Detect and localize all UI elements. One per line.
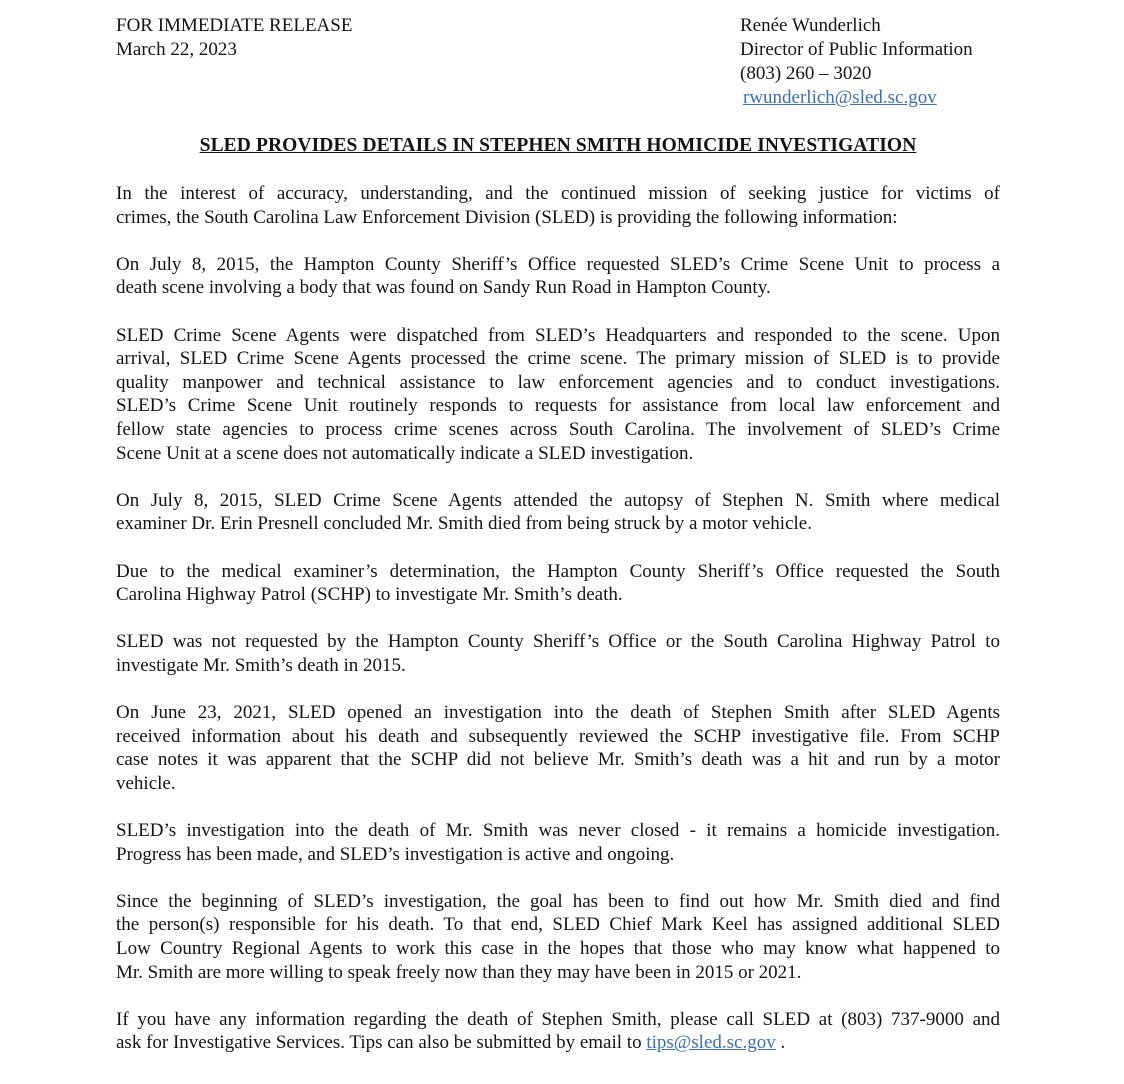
paragraph-line: In the interest of accuracy, understanding, and the continued mission of seeking justice for victims of	[116, 183, 1000, 204]
release-label: FOR IMMEDIATE RELEASE	[116, 15, 353, 36]
paragraph-line: death scene involving a body that was found on Sandy Run Road in Hampton County.	[116, 277, 771, 299]
contact-title: Director of Public Information	[740, 39, 973, 60]
release-body	[116, 182, 1000, 1055]
paragraph	[116, 819, 1000, 866]
paragraph-line: SLED’s Crime Scene Unit routinely responds to requests for assistance from local law enforcement and	[116, 395, 1000, 417]
headline: SLED PROVIDES DETAILS IN STEPHEN SMITH HOMICIDE INVESTIGATION	[199, 135, 917, 156]
closing-paragraph	[116, 1008, 1000, 1055]
paragraph	[116, 630, 1000, 677]
paragraph-line: Due to the medical examiner’s determination, the Hampton County Sheriff’s Office requested the South	[116, 560, 1000, 582]
paragraph-line: Low Country Regional Agents to work this case in the hopes that those who may know what happened to	[116, 938, 1000, 959]
contact-block	[740, 14, 973, 110]
paragraph-line: fellow state agencies to process crime scenes across South Carolina. The involvement of SLED’s Crime	[116, 418, 1000, 440]
paragraph	[116, 890, 1000, 984]
paragraph	[116, 560, 1000, 607]
closing-text: ask for Investigative Services. Tips can also be submitted by email to	[116, 1032, 647, 1054]
paragraph-line: On July 8, 2015, the Hampton County Sheriff’s Office requested SLED’s Crime Scene Unit to process a	[116, 253, 1000, 275]
contact-name: Renée Wunderlich	[740, 15, 881, 36]
paragraph-line: vehicle.	[116, 772, 176, 794]
contact-email-line	[740, 86, 973, 110]
tips-email-link[interactable]: tips@sled.sc.gov	[646, 1032, 776, 1054]
paragraph-line: On July 8, 2015, SLED Crime Scene Agents attended the autopsy of Stephen N. Smith where medical	[116, 489, 1000, 511]
paragraph-line: investigate Mr. Smith’s death in 2015.	[116, 654, 406, 676]
contact-email-link[interactable]: rwunderlich@sled.sc.gov	[743, 87, 937, 108]
paragraph	[116, 253, 1000, 300]
contact-phone: (803) 260 – 3020	[740, 63, 872, 84]
release-header	[116, 12, 1000, 112]
paragraph-line: If you have any information regarding the death of Stephen Smith, please call SLED at (803) 737-9000 and	[116, 1008, 1000, 1030]
paragraph-line: Since the beginning of SLED’s investigation, the goal has been to find out how Mr. Smith died and find	[116, 890, 1000, 912]
paragraph-line: the person(s) responsible for his death. To that end, SLED Chief Mark Keel has assigned additional SLED	[116, 914, 1000, 936]
press-release-page	[116, 12, 1000, 1079]
paragraph-line: quality manpower and technical assistance to law enforcement agencies and to conduct investigations.	[116, 371, 1000, 393]
release-info	[116, 14, 352, 62]
paragraph	[116, 324, 1000, 466]
paragraph-line: SLED Crime Scene Agents were dispatched from SLED’s Headquarters and responded to the scene. Upon	[116, 324, 1000, 346]
closing-end: .	[775, 1032, 786, 1054]
paragraph-line: SLED’s investigation into the death of Mr. Smith was never closed - it remains a homicide investigation.	[116, 820, 1000, 842]
closing-line	[116, 1031, 1000, 1055]
paragraph-line: Mr. Smith are more willing to speak freely now than they may have been in 2015 or 2021.	[116, 961, 802, 983]
paragraph	[116, 182, 1000, 229]
release-date: March 22, 2023	[116, 39, 237, 60]
paragraph-line: received information about his death and subsequently reviewed the SCHP investigative file. From SCHP	[116, 725, 1000, 747]
paragraph-line: On June 23, 2021, SLED opened an investigation into the death of Stephen Smith after SLED Agents	[116, 702, 1000, 724]
paragraph	[116, 489, 1000, 536]
paragraph-line: examiner Dr. Erin Presnell concluded Mr. Smith died from being struck by a motor vehicle.	[116, 513, 812, 535]
paragraph-line: Carolina Highway Patrol (SCHP) to investigate Mr. Smith’s death.	[116, 584, 623, 606]
paragraph-line: Scene Unit at a scene does not automatically indicate a SLED investigation.	[116, 442, 694, 464]
paragraph-line: arrival, SLED Crime Scene Agents processed the crime scene. The primary mission of SLED is to provide	[116, 348, 1000, 370]
paragraph	[116, 701, 1000, 795]
paragraph-line: crimes, the South Carolina Law Enforcement Division (SLED) is providing the following information:	[116, 206, 898, 228]
paragraph-line: case notes it was apparent that the SCHP did not believe Mr. Smith’s death was a hit and run by a motor	[116, 749, 1000, 771]
paragraph-line: Progress has been made, and SLED’s investigation is active and ongoing.	[116, 843, 675, 865]
paragraph-line: SLED was not requested by the Hampton County Sheriff’s Office or the South Carolina Highway Patrol to	[116, 631, 1000, 653]
